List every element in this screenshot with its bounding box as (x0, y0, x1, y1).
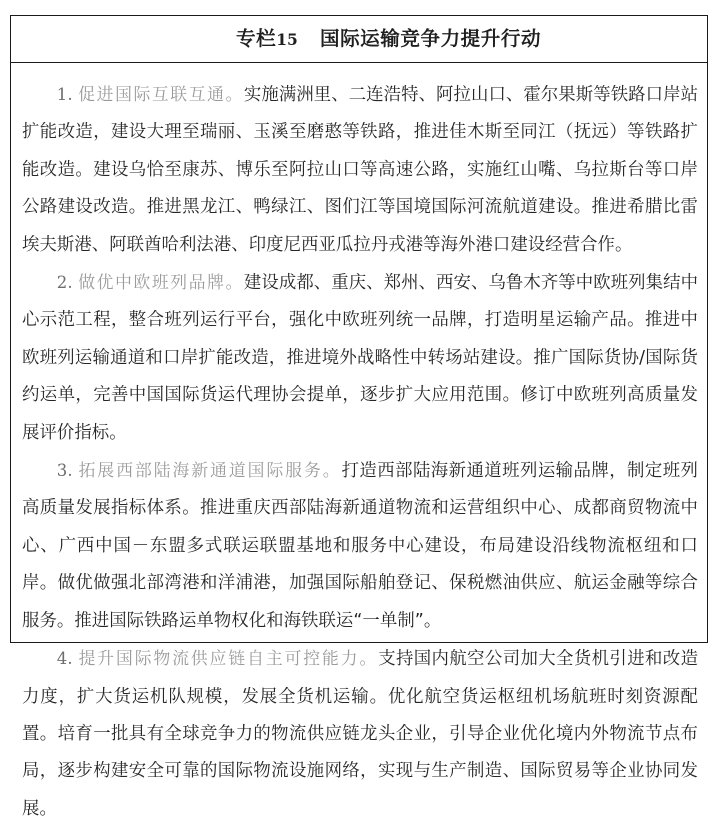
item-heading: 做优中欧班列品牌。 (78, 272, 244, 293)
item-text: 实施满洲里、二连浩特、阿拉山口、霍尔果斯等铁路口岸站扩能改造，建设大理至瑞丽、玉溪至磨憨等铁路，推进佳木斯至同江（抚远）等铁路扩能改造。建设乌恰至康苏、博乐至阿拉山口等高速公路，实施红山嘴、乌拉斯台等口岸公路建设改造。推进黑龙江、鸭绿江、图们江等国境国际河流航道建设。推进希腊比雷埃夫斯港、阿联酋哈利法港、印度尼西亚瓜拉丹戎港等海外港口建设经营合作。 (22, 85, 699, 255)
callout-box (10, 15, 708, 819)
item-text: 建设成都、重庆、郑州、西安、乌鲁木齐等中欧班列集结中心示范工程，整合班列运行平台，强化中欧班列统一品牌，打造明星运输产品。推进中欧班列运输通道和口岸扩能改造，推进境外战略性中转场站建设。推广国际货协/国际货约运单，完善中国国际货运代理协会提单，逐步扩大应用范围。修订中欧班列高质量发展评价指标。 (22, 273, 699, 443)
callout-body (11, 63, 707, 828)
item-text: 支持国内航空公司加大全货机引进和改造力度，扩大货运机队规模，发展全货机运输。优化航空货运枢纽机场航班时刻资源配置。培育一批具有全球竞争力的物流供应链龙头企业，引导企业优化境内外物流节点布局，逐步构建安全可靠的国际物流设施网络，实现与生产制造、国际贸易等企业协同发展。 (22, 649, 699, 819)
item-heading: 促进国际互联互通。 (78, 84, 244, 104)
callout-box-number: 15 (276, 30, 298, 50)
item-text: 打造西部陆海新通道班列运输品牌，制定班列高质量发展指标体系。推进重庆西部陆海新通道物流和运营组织中心、成都商贸物流中心、广西中国－东盟多式联运联盟基地和服务中心建设，布局建设沿线物流枢纽和口岸。做优做强北部湾港和洋浦港，加强国际船舶登记、保税燃油供应、航运金融等综合服务。推进国际铁路运单物权化和海铁联运“一单制”。 (22, 461, 698, 631)
list-item (22, 76, 698, 264)
callout-title (177, 10, 541, 69)
item-number: 3. (56, 461, 73, 481)
callout-box-label: 专栏 (236, 27, 277, 51)
item-number: 4. (56, 649, 73, 669)
item-number: 2. (56, 273, 73, 293)
list-item (22, 264, 698, 452)
callout-title-main: 国际运输竞争力提升行动 (319, 27, 542, 51)
item-heading: 提升国际物流供应链自主可控能力。 (78, 648, 379, 669)
callout-title-band (11, 16, 707, 63)
list-item (22, 640, 698, 828)
item-heading: 拓展西部陆海新通道国际服务。 (78, 460, 342, 481)
item-number: 1. (56, 85, 73, 104)
list-item (22, 452, 698, 640)
